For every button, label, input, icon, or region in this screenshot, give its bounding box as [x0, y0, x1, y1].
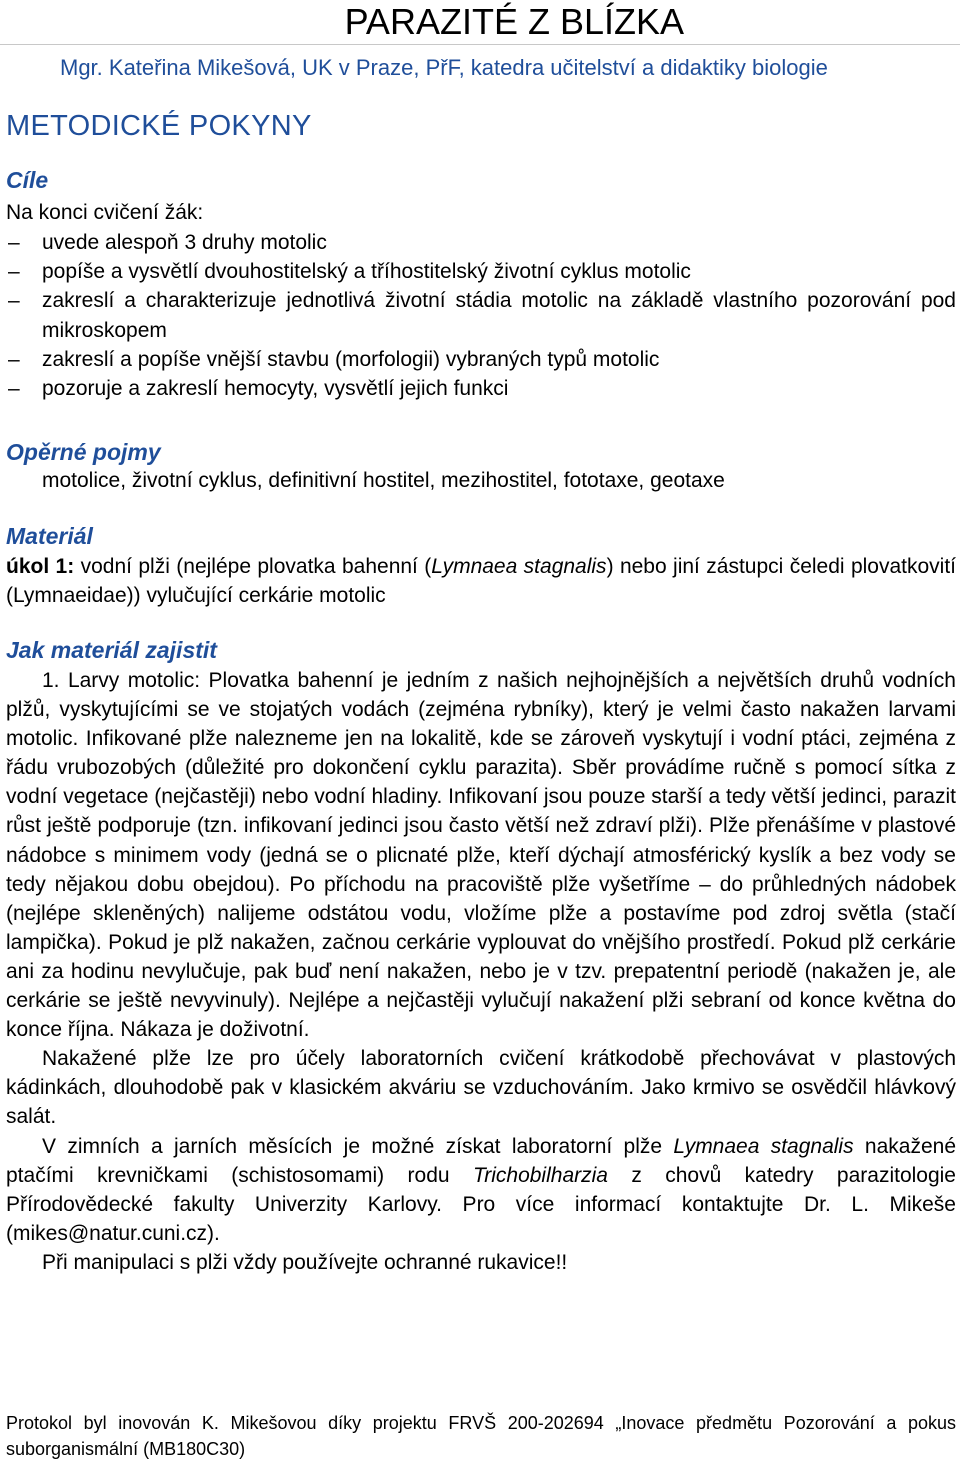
- paragraph: Nakažené plže lze pro účely laboratorních cvičení krátkodobě přechovávat v plastových kádinkách, dlouhodobě pak v klasickém akváriu se vzduchováním. Jako krmivo se osvědčil hlávkový salát.: [6, 1047, 956, 1129]
- paragraph-text: z chovů katedry parazitologie Přírodovědecké fakulty Univerzity Karlovy. Pro více informací kontaktujte Dr. L. Mikeše (mikes@natur.cuni.cz).: [6, 1163, 956, 1245]
- section-heading-material: Materiál: [6, 523, 93, 549]
- list-item: [0, 257, 956, 286]
- section-heading-obtain: Jak materiál zajistit: [6, 637, 217, 663]
- dash-bullet: –: [8, 347, 20, 371]
- species-name: Lymnaea stagnalis: [673, 1134, 854, 1158]
- dash-bullet: –: [8, 289, 20, 313]
- paragraph-text: nakažené ptačími krevničkami (schistosomami) rodu: [6, 1134, 956, 1187]
- document-title: PARAZITÉ Z BLÍZKA: [344, 1, 684, 42]
- main-heading: METODICKÉ POKYNY: [6, 110, 312, 142]
- footer-note: Protokol byl inovován K. Mikešovou díky projektu FRVŠ 200-202694 „Inovace předmětu Pozorování a pokus suborganismální (MB180C30): [6, 1413, 956, 1459]
- material-text-start: vodní plži (nejlépe plovatka bahenní (: [74, 555, 432, 578]
- goals-list: [0, 228, 956, 403]
- paragraph-text: V zimních a jarních měsících je možné získat laboratorní plže: [42, 1134, 674, 1158]
- goal-text: pozoruje a zakreslí hemocyty, vysvětlí jejich funkci: [42, 377, 509, 401]
- safety-note: Při manipulaci s plži vždy používejte ochranné rukavice!!: [42, 1250, 568, 1274]
- goal-text: zakreslí a popíše vnější stavbu (morfologii) vybraných typů motolic: [42, 347, 660, 371]
- goal-text: uvede alespoň 3 druhy motolic: [42, 231, 327, 254]
- list-item: [0, 345, 956, 374]
- author-line: Mgr. Kateřina Mikešová, UK v Praze, PřF, katedra učitelství a didaktiky biologie: [60, 55, 828, 80]
- genus-name: Trichobilharzia: [472, 1163, 608, 1187]
- paragraph: [6, 1132, 956, 1248]
- dash-bullet: –: [8, 231, 20, 254]
- concepts-text: motolice, životní cyklus, definitivní hostitel, mezihostitel, fototaxe, geotaxe: [42, 469, 725, 492]
- title-divider: [0, 44, 960, 45]
- task-label: úkol 1:: [6, 555, 75, 578]
- list-item: [0, 228, 956, 257]
- list-item: [0, 374, 956, 403]
- material-task: [6, 552, 956, 610]
- paragraph: 1. Larvy motolic: Plovatka bahenní je jedním z našich nejhojnějších a největších druhů vodních plžů, vyskytujícími se ve stojatých vodách (zejména rybníky), který je velmi často nakažen larvami motolic. Infikované plže nalezneme jen na lokalitě, kde se zároveň vyskytují i vodní ptáci, zejména z řádu vrubozobých (důležité pro dokončení cyklu parazita). Sběr provádíme ručně s pomocí sítka z vodní vegetace (nejčastěji) nebo vodní hladiny. Infikovaní jsou pouze starší a tedy větší jedinci, parazit růst ještě podporuje (tzn. infikovaní jedinci jsou často větší než zdraví plži). Plže přenášíme v plastové nádobce s minimem vody (jedná se o plicnaté plže, kteří dýchají atmosférický kyslík a bez vody se tedy nějakou dobu obejdou). Po příchodu na pracoviště plže vyšetříme – do průhledných nádobek (nejlépe skleněných) nalijeme odstátou vodu, vložíme plže a postavíme pod zdroj světla (stačí lampička). Pokud je plž nakažen, začnou cerkárie vyplouvat do vnějšího prostředí. Pokud plž cerkárie ani za hodinu nevylučuje, pak buď není nakažen, nebo je v tzv. prepatentní periodě (nakažen je, ale cerkárie se ještě nevyvinuly). Nejlépe a nejčastěji vylučují nakažení plži sebraní od konce května do konce října. Nákaza je doživotní.: [6, 669, 956, 1042]
- section-heading-concepts: Opěrné pojmy: [6, 439, 161, 465]
- section-heading-goals: Cíle: [6, 167, 49, 193]
- dash-bullet: –: [8, 260, 20, 284]
- goals-intro: Na konci cvičení žák:: [6, 201, 204, 224]
- dash-bullet: –: [8, 377, 20, 401]
- goal-text: popíše a vysvětlí dvouhostitelský a tříhostitelský životní cyklus motolic: [42, 260, 691, 284]
- species-name: Lymnaea stagnalis: [431, 555, 607, 578]
- list-item: [0, 286, 956, 344]
- obtain-body: [6, 666, 956, 1277]
- material-text-end: ) nebo jiní zástupci čeledi plovatkovití (Lymnaeidae)) vylučující cerkárie motolic: [6, 555, 956, 608]
- goal-text: zakreslí a charakterizuje jednotlivá životní stádia motolic na základě vlastního pozorování pod mikroskopem: [42, 289, 956, 342]
